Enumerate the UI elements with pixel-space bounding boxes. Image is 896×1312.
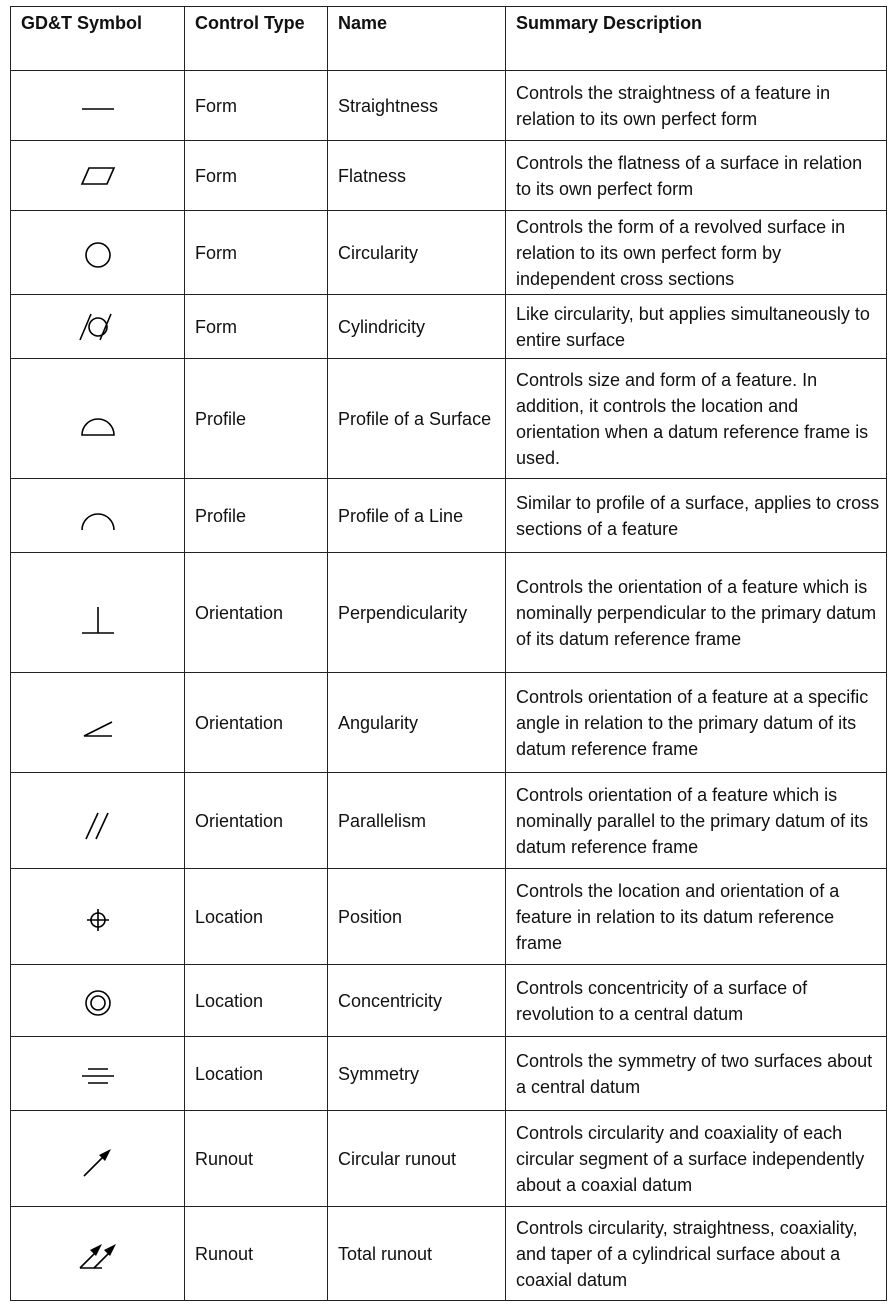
- name-cell: Total runout: [328, 1207, 506, 1301]
- control-type-cell: Form: [185, 211, 328, 295]
- header-control-type: Control Type: [185, 7, 328, 71]
- header-description: Summary Description: [506, 7, 887, 71]
- description-cell: Similar to profile of a surface, applies to cross sections of a feature: [506, 479, 887, 553]
- name-cell: Flatness: [328, 141, 506, 211]
- profile-of-line-icon: [78, 504, 118, 534]
- name-cell: Concentricity: [328, 965, 506, 1037]
- control-type-cell: Location: [185, 1037, 328, 1111]
- name-cell: Circularity: [328, 211, 506, 295]
- description-cell: Controls orientation of a feature at a specific angle in relation to the primary datum of its datum reference frame: [506, 673, 887, 773]
- control-type-cell: Profile: [185, 479, 328, 553]
- description-cell: Controls the symmetry of two surfaces about a central datum: [506, 1037, 887, 1111]
- name-cell: Profile of a Line: [328, 479, 506, 553]
- total-runout-icon: [74, 1238, 122, 1272]
- control-type-cell: Orientation: [185, 773, 328, 869]
- symbol-cell: [11, 71, 185, 141]
- profile-of-surface-icon: [78, 411, 118, 441]
- concentricity-icon: [78, 986, 118, 1020]
- table-row: [11, 479, 887, 553]
- control-type-cell: Runout: [185, 1111, 328, 1207]
- symbol-cell: [11, 1207, 185, 1301]
- name-cell: Cylindricity: [328, 295, 506, 359]
- circularity-icon: [78, 236, 118, 270]
- symbol-cell: [11, 965, 185, 1037]
- parallelism-icon: [78, 809, 118, 843]
- table-row: [11, 869, 887, 965]
- description-cell: Controls size and form of a feature. In addition, it controls the location and orientation when a datum reference frame is used.: [506, 359, 887, 479]
- table-row: [11, 965, 887, 1037]
- name-cell: Parallelism: [328, 773, 506, 869]
- name-cell: Position: [328, 869, 506, 965]
- symmetry-icon: [78, 1061, 118, 1091]
- symbol-cell: [11, 1037, 185, 1111]
- name-cell: Profile of a Surface: [328, 359, 506, 479]
- symbol-cell: [11, 553, 185, 673]
- description-cell: Controls the orientation of a feature which is nominally perpendicular to the primary datum of its datum reference frame: [506, 553, 887, 673]
- name-cell: Straightness: [328, 71, 506, 141]
- table-row: [11, 1111, 887, 1207]
- control-type-cell: Profile: [185, 359, 328, 479]
- symbol-cell: [11, 479, 185, 553]
- symbol-cell: [11, 359, 185, 479]
- control-type-cell: Orientation: [185, 673, 328, 773]
- name-cell: Symmetry: [328, 1037, 506, 1111]
- table-row: [11, 1207, 887, 1301]
- description-cell: Controls the flatness of a surface in relation to its own perfect form: [506, 141, 887, 211]
- table-row: [11, 673, 887, 773]
- position-icon: [78, 903, 118, 937]
- symbol-cell: [11, 211, 185, 295]
- header-name: Name: [328, 7, 506, 71]
- description-cell: Controls the location and orientation of a feature in relation to its datum reference frame: [506, 869, 887, 965]
- table-row: [11, 359, 887, 479]
- flatness-icon: [78, 161, 118, 191]
- table-row: [11, 773, 887, 869]
- symbol-cell: [11, 869, 185, 965]
- description-cell: Controls the form of a revolved surface in relation to its own perfect form by independent cross sections: [506, 211, 887, 295]
- header-row: [11, 7, 887, 71]
- table-row: [11, 553, 887, 673]
- symbol-cell: [11, 673, 185, 773]
- control-type-cell: Form: [185, 295, 328, 359]
- name-cell: Circular runout: [328, 1111, 506, 1207]
- circular-runout-icon: [78, 1146, 118, 1180]
- angularity-icon: [78, 714, 118, 744]
- description-cell: Controls the straightness of a feature in relation to its own perfect form: [506, 71, 887, 141]
- description-cell: Controls orientation of a feature which is nominally parallel to the primary datum of its datum reference frame: [506, 773, 887, 869]
- symbol-cell: [11, 295, 185, 359]
- table-row: [11, 141, 887, 211]
- perpendicularity-icon: [78, 603, 118, 637]
- straightness-icon: [78, 91, 118, 121]
- control-type-cell: Runout: [185, 1207, 328, 1301]
- table-row: [11, 295, 887, 359]
- name-cell: Angularity: [328, 673, 506, 773]
- table-row: [11, 1037, 887, 1111]
- description-cell: Like circularity, but applies simultaneously to entire surface: [506, 295, 887, 359]
- header-symbol: GD&T Symbol: [11, 7, 185, 71]
- control-type-cell: Form: [185, 141, 328, 211]
- description-cell: Controls circularity, straightness, coaxiality, and taper of a cylindrical surface about a coaxial datum: [506, 1207, 887, 1301]
- control-type-cell: Location: [185, 965, 328, 1037]
- control-type-cell: Orientation: [185, 553, 328, 673]
- table-row: [11, 211, 887, 295]
- symbol-cell: [11, 1111, 185, 1207]
- name-cell: Perpendicularity: [328, 553, 506, 673]
- table-row: [11, 71, 887, 141]
- control-type-cell: Location: [185, 869, 328, 965]
- symbol-cell: [11, 773, 185, 869]
- cylindricity-icon: [76, 310, 120, 344]
- description-cell: Controls concentricity of a surface of revolution to a central datum: [506, 965, 887, 1037]
- symbol-cell: [11, 141, 185, 211]
- control-type-cell: Form: [185, 71, 328, 141]
- description-cell: Controls circularity and coaxiality of each circular segment of a surface independently about a coaxial datum: [506, 1111, 887, 1207]
- gdt-symbols-table: [10, 6, 887, 1301]
